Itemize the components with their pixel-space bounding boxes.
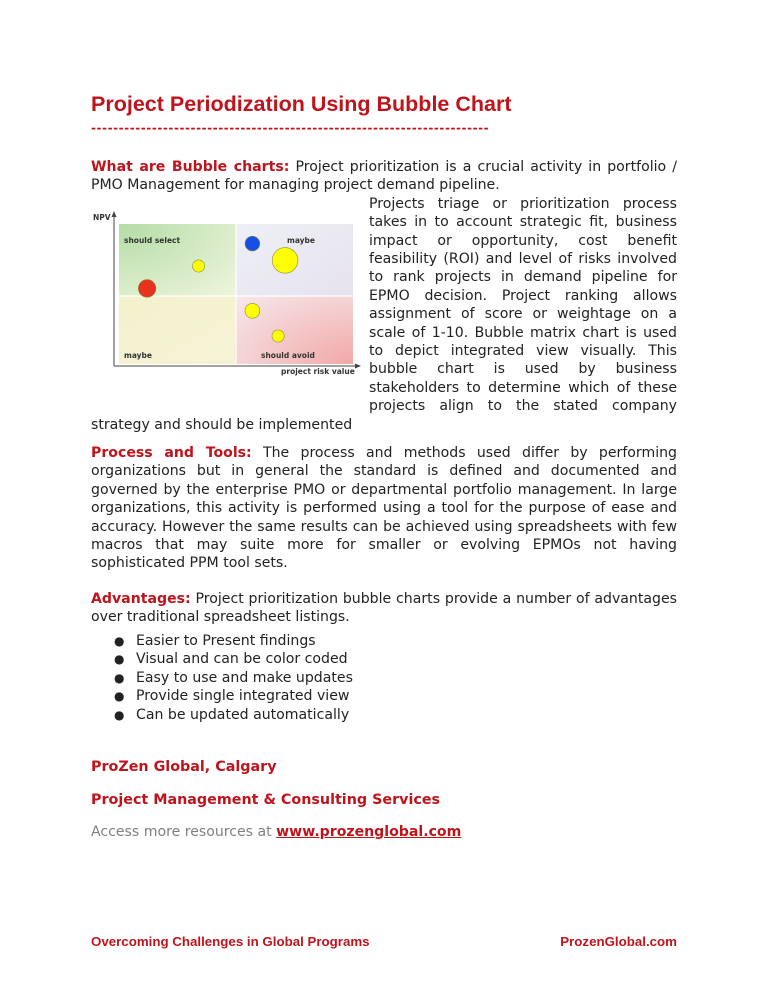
process-section <box>91 444 677 573</box>
advantages-list <box>91 632 353 724</box>
dashed-divider: ------------------------------------------------------------------------ <box>91 121 490 135</box>
list-item <box>91 632 353 650</box>
services-line: Project Management & Consulting Services <box>91 792 441 808</box>
quadrant-label-should-avoid: should avoid <box>261 351 315 360</box>
bullet-icon: ● <box>114 707 125 722</box>
process-heading: Process and Tools: <box>91 445 252 461</box>
list-item-text: Easier to Present findings <box>136 633 316 649</box>
page-title: Project Periodization Using Bubble Chart <box>91 92 512 116</box>
list-item <box>91 650 353 668</box>
bubble-yellow-4 <box>272 248 298 274</box>
bullet-icon: ● <box>114 689 125 704</box>
bubble-chart <box>93 208 363 378</box>
bullet-icon: ● <box>114 634 125 648</box>
company-name: ProZen Global, Calgary <box>91 759 277 775</box>
list-item <box>91 687 353 705</box>
access-line <box>91 824 461 840</box>
y-axis-label: NPV <box>93 213 111 222</box>
list-item-text: Easy to use and make updates <box>136 669 353 686</box>
x-axis-label: project risk value <box>281 367 355 376</box>
bubble-yellow-5 <box>245 303 260 318</box>
quadrant-should-select <box>119 224 236 296</box>
bubble-yellow-1 <box>193 260 205 272</box>
x-axis-arrow-icon <box>355 364 361 369</box>
list-item <box>91 706 353 724</box>
quadrant-label-maybe-bottom: maybe <box>124 351 152 360</box>
list-item <box>91 669 353 687</box>
quadrant-label-maybe-top: maybe <box>287 236 315 245</box>
bullet-icon: ● <box>114 652 125 667</box>
intro-heading: What are Bubble charts: <box>91 159 290 175</box>
footer-left: Overcoming Challenges in Global Programs <box>91 934 370 949</box>
advantages-section <box>91 590 677 627</box>
access-text: Access more resources at <box>91 824 272 840</box>
quadrant-label-should-select: should select <box>124 236 181 245</box>
intro-text-1: Project prioritization is a crucial activity in portfolio / PMO Management for managing project demand pipeline. <box>91 159 677 194</box>
bubble-blue-3 <box>245 236 260 251</box>
footer-right: ProzenGlobal.com <box>560 934 677 949</box>
advantages-text: Project prioritization bubble charts provide a number of advantages over traditional spreadsheet listings. <box>91 591 677 626</box>
advantages-heading: Advantages: <box>91 591 191 607</box>
bubble-red-2 <box>138 280 156 298</box>
process-text: The process and methods used differ by performing organizations but in general the standard is defined and documented and governed by the enterprise PMO or departmental portfolio management. In large organizations, this activity is performed using a tool for the purpose of ease and accuracy. However the same results can be achieved using spreadsheets with few macros that may suite more for smaller or evolving EPMOs not having sophisticated PPM tool sets. <box>91 445 677 572</box>
list-item-text: Can be updated automatically <box>136 706 350 723</box>
bubble-yellow-6 <box>272 330 284 342</box>
list-item-text: Visual and can be color coded <box>136 651 348 668</box>
y-axis-arrow-icon <box>112 211 117 217</box>
bullet-icon: ● <box>114 670 125 685</box>
intro-first-lines <box>91 158 677 195</box>
list-item-text: Provide single integrated view <box>136 688 350 705</box>
intro-text-2: Projects triage or prioritization process takes in to account strategic fit, business impact or opportunity, cost benefit feasibility (ROI) and level of risks involved to rank projects in demand pipeline for EPMO decision. Project ranking allows assignment of score or weightage on a scale of 1-10. Bubble matrix chart is used to depict integrated view visually. This bubble chart is used by business stakeholders to determine which of these projects align to the stated company strategy and should be implemented <box>91 195 677 433</box>
website-link[interactable]: www.prozenglobal.com <box>276 824 462 840</box>
